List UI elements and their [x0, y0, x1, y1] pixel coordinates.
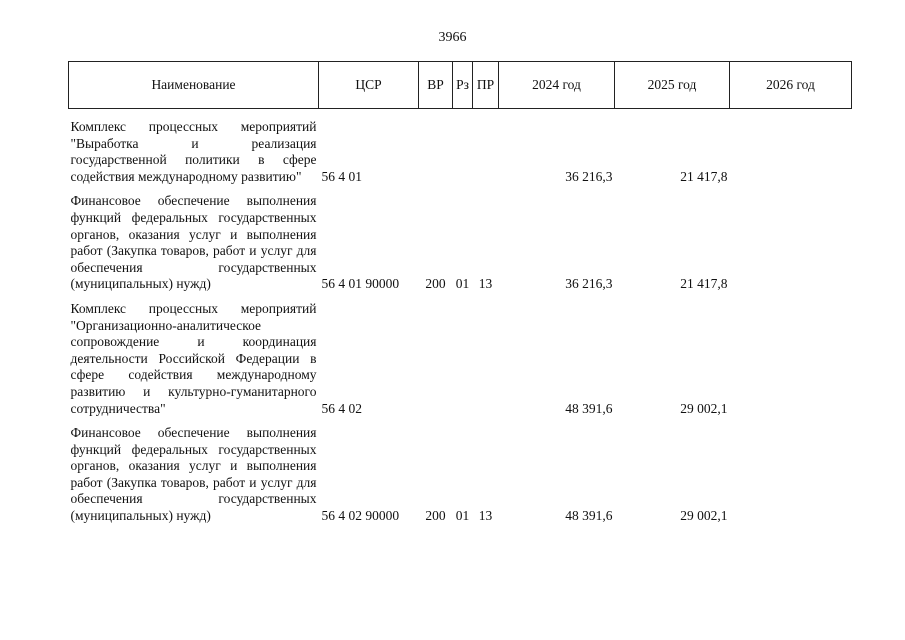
- row-2026: [730, 425, 852, 525]
- row-2024: 36 216,3: [565, 276, 613, 292]
- row-csr: 56 4 02 90000: [321, 508, 400, 524]
- table-row: [69, 119, 852, 185]
- header-rz: Рз: [453, 62, 473, 109]
- row-vr: [419, 301, 453, 417]
- gap-row: [69, 293, 852, 301]
- header-vr: ВР: [419, 62, 453, 109]
- row-rz: 01: [455, 508, 470, 524]
- row-2024: 36 216,3: [565, 168, 613, 184]
- header-2024: 2024 год: [499, 62, 615, 109]
- row-name: Финансовое обеспечение выполнения функций федеральных государственных органов, оказания услуг и выполнения работ (Закупка товаров, работ и услуг для обеспечения государственных (муниципальных) нужд): [70, 425, 317, 524]
- row-pr: 13: [478, 508, 493, 524]
- row-rz: [453, 119, 473, 185]
- row-2026: [730, 119, 852, 185]
- row-name: Комплекс процессных мероприятий "Организационно-аналитическое сопровождение и координация деятельности Российской Федерации в сфере содействия международному развитию и культурно-гуманитарного сотрудничества": [70, 300, 317, 416]
- row-rz: 01: [455, 276, 470, 292]
- header-2026: 2026 год: [730, 62, 852, 109]
- row-rz: [453, 301, 473, 417]
- header-csr: ЦСР: [319, 62, 419, 109]
- table-row: [69, 301, 852, 417]
- row-pr: 13: [478, 276, 493, 292]
- gap-row: [69, 185, 852, 193]
- row-2025: 21 417,8: [680, 276, 728, 292]
- row-csr: 56 4 02: [321, 400, 362, 416]
- header-2025: 2025 год: [615, 62, 730, 109]
- table-row: [69, 425, 852, 525]
- row-csr: 56 4 01 90000: [321, 276, 400, 292]
- spacer-row: [69, 109, 852, 120]
- row-name: Комплекс процессных мероприятий "Выработка и реализация государственной политики в сфере содействия международному развитию": [70, 119, 317, 184]
- row-vr: 200: [425, 276, 446, 292]
- row-name: Финансовое обеспечение выполнения функций федеральных государственных органов, оказания услуг и выполнения работ (Закупка товаров, работ и услуг для обеспечения государственных (муниципальных) нужд): [70, 193, 317, 292]
- table-header-row: [69, 62, 852, 109]
- page-number: 3966: [438, 30, 467, 45]
- row-vr: [419, 119, 453, 185]
- budget-table: [68, 61, 852, 525]
- row-2026: [730, 301, 852, 417]
- row-vr: 200: [425, 508, 446, 524]
- row-2024: 48 391,6: [565, 508, 613, 524]
- row-2024: 48 391,6: [565, 400, 613, 416]
- table-row: [69, 193, 852, 293]
- row-2025: 21 417,8: [680, 168, 728, 184]
- row-2026: [730, 193, 852, 293]
- header-name: Наименование: [69, 62, 319, 109]
- row-2025: 29 002,1: [680, 508, 728, 524]
- row-2025: 29 002,1: [680, 400, 728, 416]
- row-pr: [473, 119, 499, 185]
- row-pr: [473, 301, 499, 417]
- header-pr: ПР: [473, 62, 499, 109]
- gap-row: [69, 417, 852, 425]
- row-csr: 56 4 01: [321, 168, 362, 184]
